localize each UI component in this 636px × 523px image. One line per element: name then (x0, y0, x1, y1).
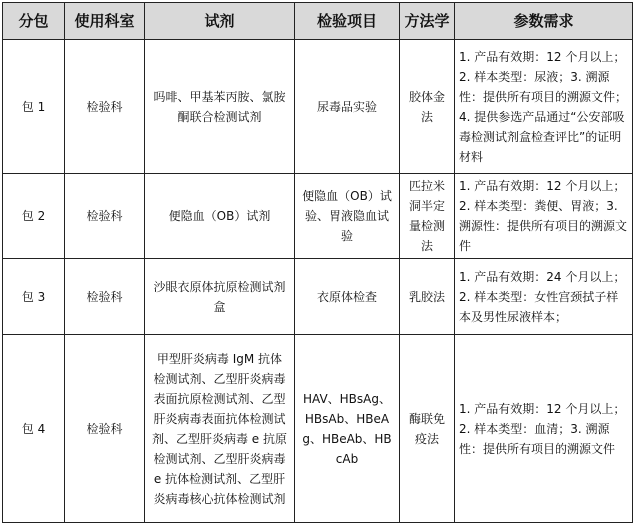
table-row (3, 259, 633, 335)
cell-test-items: 衣原体检查 (295, 259, 400, 335)
cell-department: 检验科 (65, 335, 145, 523)
cell-department: 检验科 (65, 259, 145, 335)
header-package: 分包 (3, 3, 65, 40)
cell-parameters: 1. 产品有效期：12 个月以上；2. 样本类型：尿液；3. 溯源性：提供所有项目的溯源文件；4. 提供参选产品通过“公安部吸毒检测试剂盒检查评比”的证明材料 (455, 40, 633, 174)
header-reagent: 试剂 (145, 3, 295, 40)
requirements-table (2, 2, 633, 523)
cell-reagent: 沙眼衣原体抗原检测试剂盒 (145, 259, 295, 335)
header-method: 方法学 (400, 3, 455, 40)
cell-package: 包 1 (3, 40, 65, 174)
cell-parameters: 1. 产品有效期：24 个月以上；2. 样本类型：女性宫颈拭子样本及男性尿液样本； (455, 259, 633, 335)
cell-department: 检验科 (65, 174, 145, 259)
cell-package: 包 3 (3, 259, 65, 335)
cell-method: 酶联免疫法 (400, 335, 455, 523)
header-test-items: 检验项目 (295, 3, 400, 40)
cell-test-items: 便隐血（OB）试验、胃液隐血试验 (295, 174, 400, 259)
cell-package: 包 4 (3, 335, 65, 523)
table-row (3, 335, 633, 523)
requirements-table-wrapper (2, 2, 633, 523)
table-row (3, 40, 633, 174)
header-department: 使用科室 (65, 3, 145, 40)
cell-method: 胶体金法 (400, 40, 455, 174)
cell-reagent: 便隐血（OB）试剂 (145, 174, 295, 259)
cell-method: 匹拉米洞半定量检测法 (400, 174, 455, 259)
header-parameters: 参数需求 (455, 3, 633, 40)
cell-package: 包 2 (3, 174, 65, 259)
cell-parameters: 1. 产品有效期：12 个月以上；2. 样本类型：血清；3. 溯源性：提供所有项目的溯源文件 (455, 335, 633, 523)
cell-department: 检验科 (65, 40, 145, 174)
cell-test-items: 尿毒品实验 (295, 40, 400, 174)
header-row (3, 3, 633, 40)
cell-test-items: HAV、HBsAg、HBsAb、HBeAg、HBeAb、HBcAb (295, 335, 400, 523)
cell-reagent: 吗啡、甲基苯丙胺、氯胺酮联合检测试剂 (145, 40, 295, 174)
table-row (3, 174, 633, 259)
cell-method: 乳胶法 (400, 259, 455, 335)
cell-reagent: 甲型肝炎病毒 IgM 抗体检测试剂、乙型肝炎病毒表面抗原检测试剂、乙型肝炎病毒表面抗体检测试剂、乙型肝炎病毒 e 抗原检测试剂、乙型肝炎病毒 e 抗体检测试剂、乙型肝炎病毒核心抗体检测试剂 (145, 335, 295, 523)
cell-parameters: 1. 产品有效期：12 个月以上；2. 样本类型：粪便、胃液；3. 溯源性：提供所有项目的溯源文件 (455, 174, 633, 259)
